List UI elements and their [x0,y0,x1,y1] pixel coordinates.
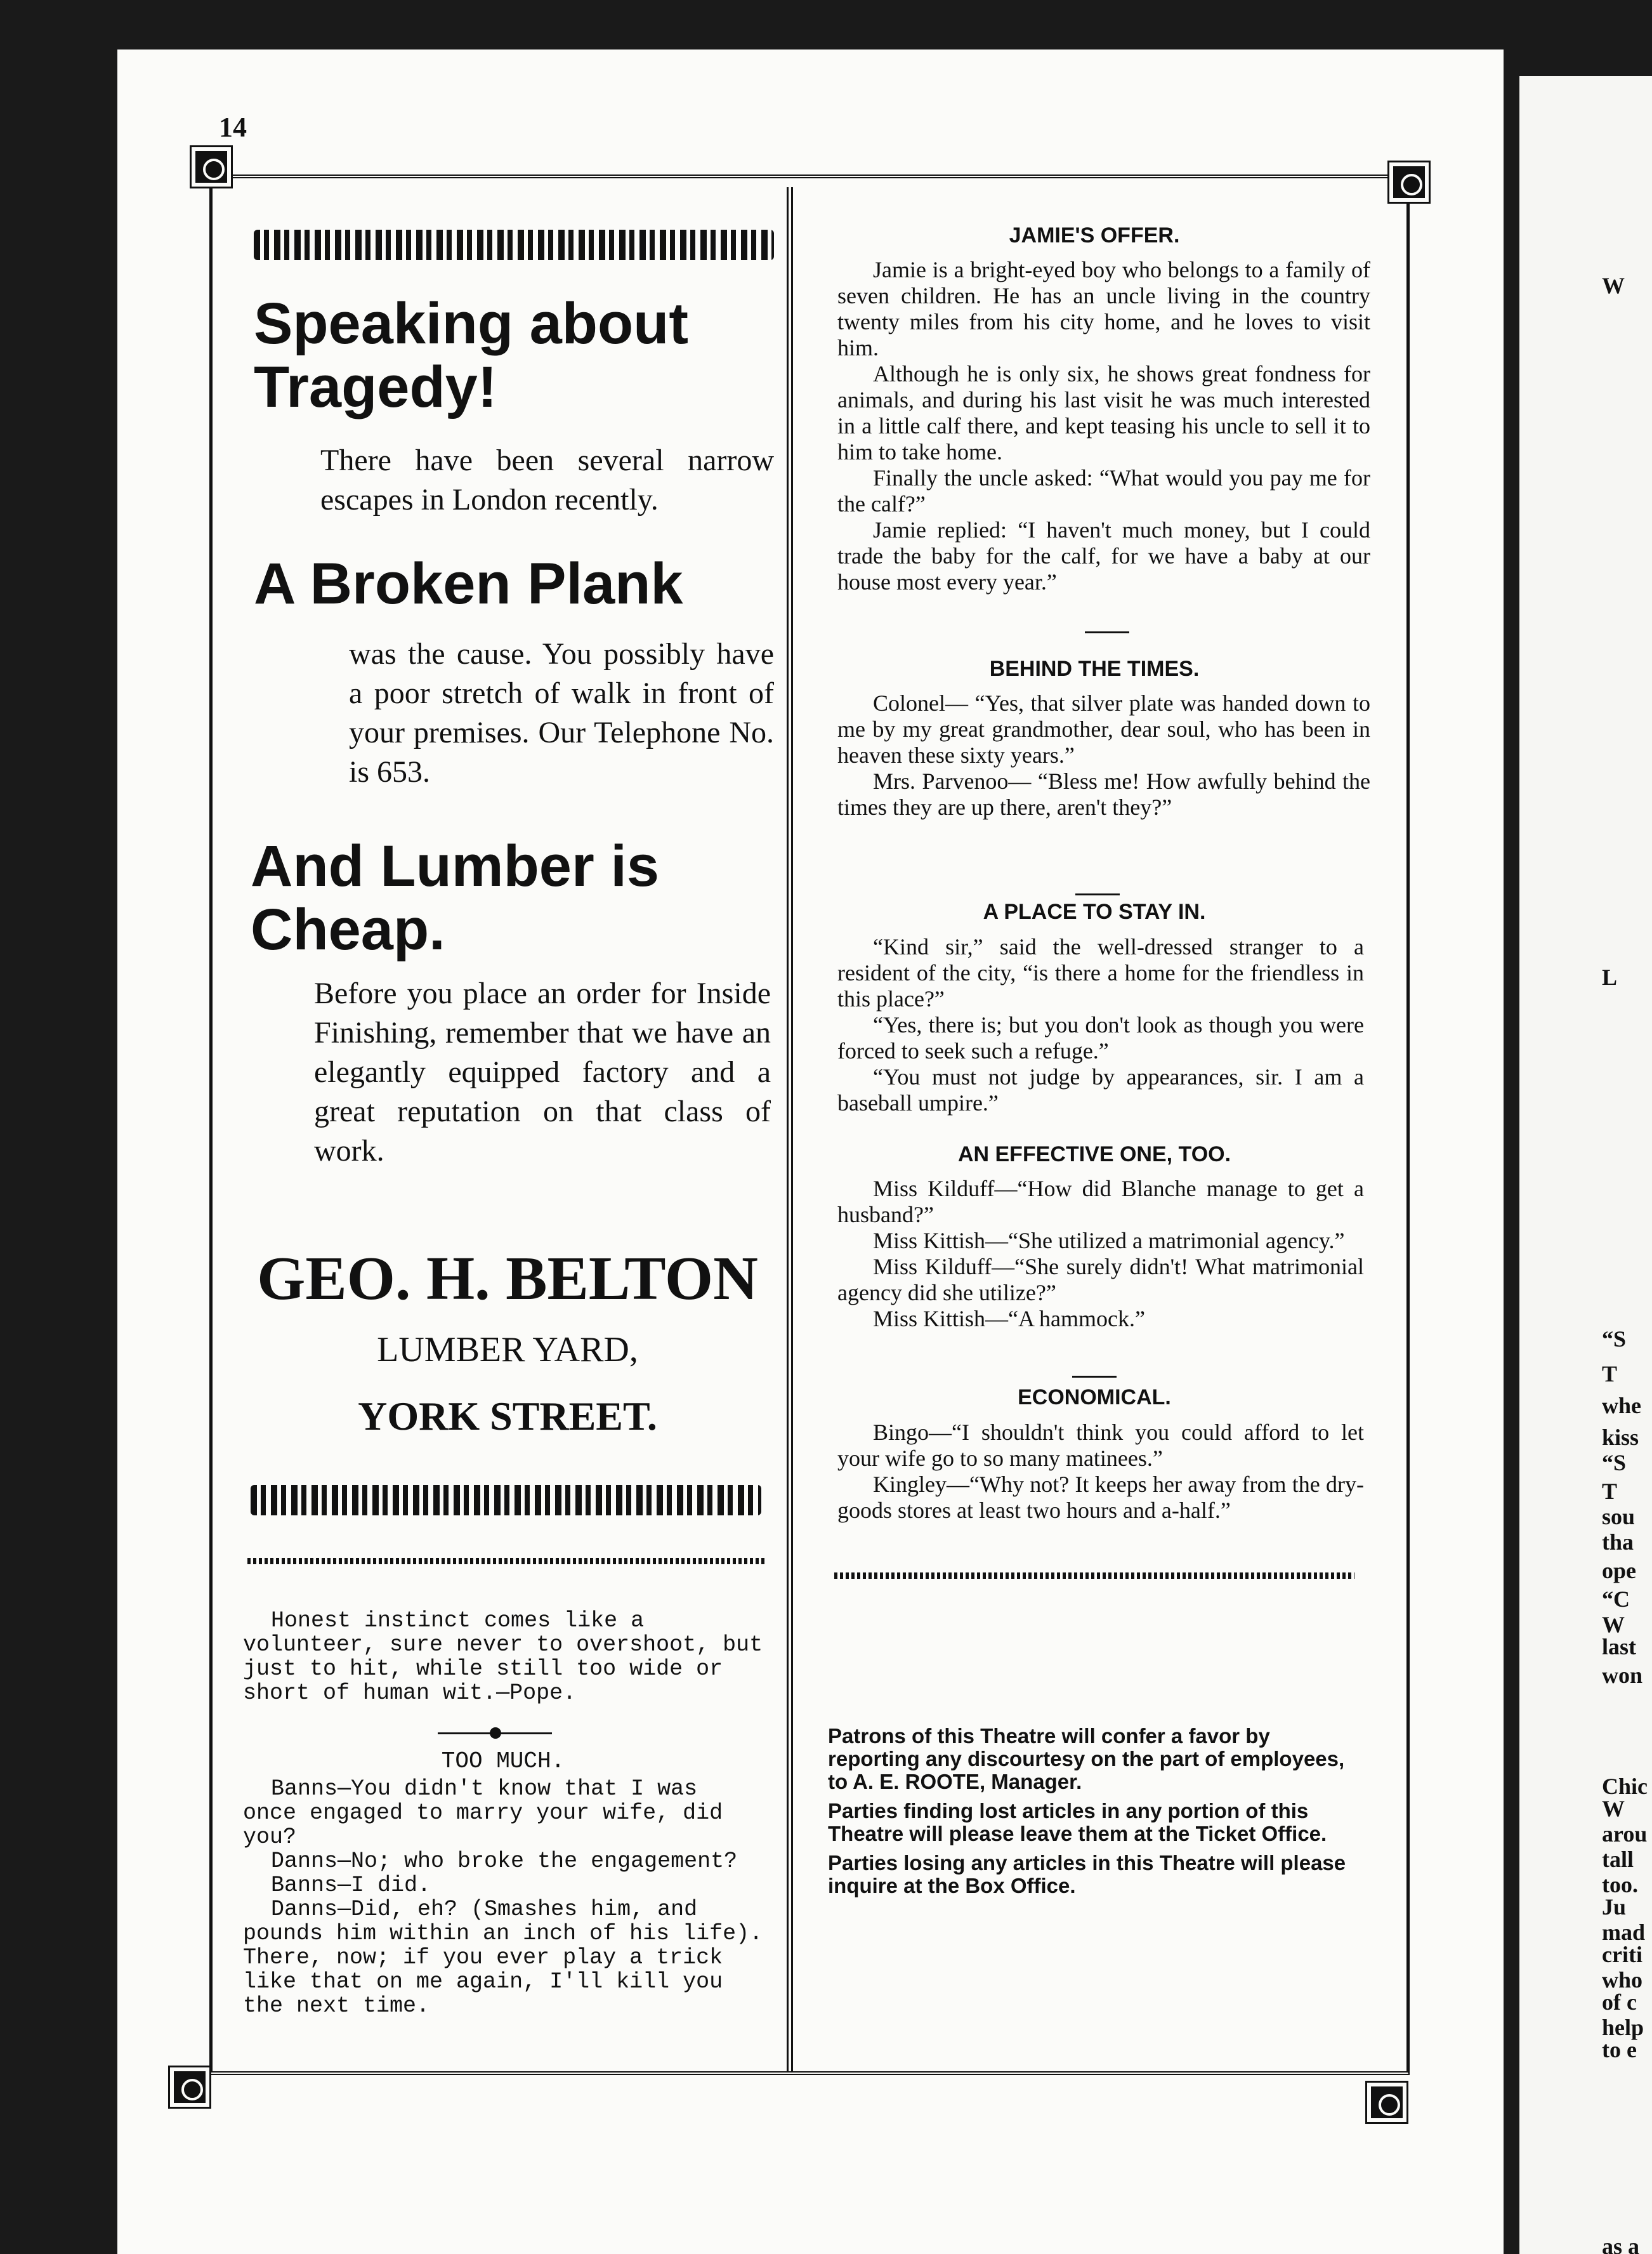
ad-business-type: LUMBER YARD, [377,1330,638,1369]
fragment-text: of c [1602,1989,1637,2015]
fragment-text: Ju [1602,1894,1627,1920]
jamie-paragraph: Jamie replied: “I haven't much money, but I could trade the baby for the calf, for we have a baby at our house most every year.” [837,517,1370,595]
economical-paragraph: Kingley—“Why not? It keeps her away from the dry-goods stores at least two hours and a-half.” [837,1472,1364,1523]
fragment-text: criti [1602,1942,1642,1967]
behind-title: BEHIND THE TIMES. [989,657,1200,681]
fragment-text: last [1602,1634,1636,1659]
fragment-text: “C [1602,1586,1630,1612]
corner-ornament-icon [192,147,231,187]
jamie-paragraph: Finally the uncle asked: “What would you pay me for the calf?” [837,465,1370,517]
page-number: 14 [219,112,247,143]
behind-paragraph: Colonel— “Yes, that silver plate was handed down to me by my great grandmother, dear soul, who has been in heaven these sixty years.” [837,690,1370,768]
too-much-paragraph: Danns—Did, eh? (Smashes him, and pounds him within an inch of his life). There, now; if you ever play a trick like that on me again, I'll kill you the next time. [243,1897,763,2019]
short-rule [1075,893,1120,895]
behind-paragraph: Mrs. Parvenoo— “Bless me! How awfully behind the times they are up there, aren't they?” [837,768,1370,820]
jamie-paragraph: Although he is only six, he shows great fondness for animals, and during his last visit he was much interested in a little calf there, and kept teasing his uncle to sell it to him to take home. [837,361,1370,465]
theatre-notices [828,1725,1361,1904]
too-much-dialogue [243,1777,763,2018]
ad-headline-tragedy: Speaking about Tragedy! [254,291,688,419]
corner-ornament-icon [1389,162,1429,202]
fragment-text: “S [1602,1450,1627,1475]
fragment-text: help [1602,2015,1644,2040]
short-rule [1085,631,1129,633]
notice-paragraph: Parties finding lost articles in any portion of this Theatre will please leave them at the Ticket Office. [828,1799,1327,1845]
corner-ornament-icon [1367,2083,1406,2122]
quote-text: Honest instinct comes like a volunteer, sure never to overshoot, but just to hit, while still too wide or short of human wit.—Pope. [243,1608,763,1706]
fragment-text: W [1602,273,1625,298]
notice-paragraph: Patrons of this Theatre will confer a favor by reporting any discourtesy on the part of employees, to A. E. ROOTE, Manager. [828,1724,1345,1793]
ad-paragraph-escapes: There have been several narrow escapes in London recently. [320,444,774,517]
short-rule [1072,1376,1117,1378]
ornamental-band-icon [251,1485,761,1515]
fragment-text: mad [1602,1920,1646,1945]
ornamental-band-icon [254,230,774,260]
too-much-paragraph: Banns—I did. [271,1873,431,1898]
fragment-text: as a [1602,2234,1640,2254]
ad-street: YORK STREET. [358,1394,657,1439]
fragment-text: “S [1602,1326,1627,1352]
fragment-text: arou [1602,1821,1648,1847]
dotted-rule [834,1572,1354,1579]
fragment-text: won [1602,1663,1643,1688]
fragment-text: L [1602,965,1618,990]
fragment-text: too. [1602,1872,1638,1897]
notice-paragraph: Parties losing any articles in this Theatre will please inquire at the Box Office. [828,1851,1346,1897]
bullet-icon [490,1727,501,1739]
fragment-text: tha [1602,1529,1634,1555]
jamie-story [837,257,1370,595]
fragment-text: T [1602,1361,1618,1387]
place-story [837,934,1364,1116]
jamie-paragraph: Jamie is a bright-eyed boy who belongs to a family of seven children. He has an uncle living in the country twenty miles from his city home, and he loves to visit him. [837,257,1370,360]
adjacent-page-fragment [1519,76,1652,2254]
effective-paragraph: Miss Kittish—“A hammock.” [873,1306,1145,1331]
ad-headline-lumber-cheap: And Lumber is Cheap. [251,834,660,962]
ad-headline-broken-plank: A Broken Plank [254,551,683,616]
place-paragraph: “Yes, there is; but you don't look as though you were forced to seek such a refuge.” [837,1012,1364,1064]
fragment-text: W [1602,1612,1625,1637]
economical-story [837,1420,1364,1524]
ad-paragraph-finishing: Before you place an order for Inside Finishing, remember that we have an elegantly equipped factory and a great reputation on that class of work. [314,977,771,1168]
fragment-text: whe [1602,1393,1641,1418]
fragment-text: W [1602,1796,1625,1821]
place-title: A PLACE TO STAY IN. [983,900,1206,924]
effective-story [837,1176,1364,1332]
effective-title: AN EFFECTIVE ONE, TOO. [957,1142,1231,1166]
place-paragraph: “Kind sir,” said the well-dressed stranger to a resident of the city, “is there a home for the friendless in this place?” [837,934,1364,1012]
effective-paragraph: Miss Kilduff—“How did Blanche manage to get a husband?” [837,1176,1364,1227]
too-much-paragraph: Danns—No; who broke the engagement? [271,1849,738,1874]
fragment-text: Chic [1602,1774,1648,1799]
too-much-paragraph: Banns—You didn't know that I was once engaged to marry your wife, did you? [243,1776,723,1850]
too-much-title: TOO MUCH. [441,1748,565,1774]
fragment-text: sou [1602,1504,1636,1529]
effective-paragraph: Miss Kittish—“She utilized a matrimonial agency.” [873,1228,1345,1253]
quote-pope [243,1609,763,1705]
fragment-text: ope [1602,1558,1636,1583]
fragment-text: tall [1602,1847,1634,1872]
fragment-text: who [1602,1967,1643,1993]
economical-title: ECONOMICAL. [1018,1385,1171,1409]
column-divider [787,187,793,2072]
place-paragraph: “You must not judge by appearances, sir. I am a baseball umpire.” [837,1064,1364,1116]
jamie-title: JAMIE'S OFFER. [1009,223,1180,247]
effective-paragraph: Miss Kilduff—“She surely didn't! What matrimonial agency did she utilize?” [837,1254,1364,1305]
behind-story [837,690,1370,821]
fragment-text: T [1602,1479,1618,1504]
dotted-rule [247,1558,764,1564]
ad-company-name: GEO. H. BELTON [257,1244,758,1313]
ad-paragraph-cause: was the cause. You possibly have a poor stretch of walk in front of your premises. Our Telephone No. is 653. [349,637,774,789]
economical-paragraph: Bingo—“I shouldn't think you could afford to let your wife go to so many matinees.” [837,1420,1364,1471]
corner-ornament-icon [170,2067,209,2107]
fragment-text: kiss [1602,1425,1639,1450]
fragment-text: to e [1602,2037,1637,2062]
